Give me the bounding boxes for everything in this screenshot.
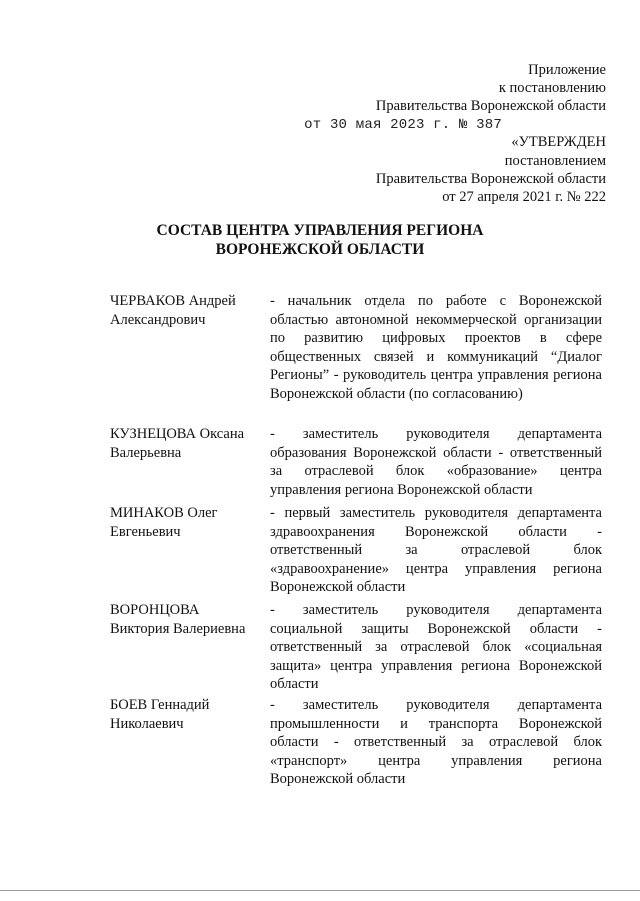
member-patronymic: Александрович [110, 311, 206, 328]
member-name [110, 696, 260, 733]
title-line-1: СОСТАВ ЦЕНТРА УПРАВЛЕНИЯ РЕГИОНА [156, 222, 484, 239]
member-description: - заместитель руководителя департамента образования Воронежской области - ответственный за отраслевой блок «образование» центра управления региона Воронежской области [270, 426, 602, 498]
member-patronymic: Николаевич [110, 715, 184, 732]
member-surname: БОЕВ Геннадий [110, 697, 210, 713]
header-approved: «УТВЕРЖДЕН [511, 134, 606, 150]
member-surname: КУЗНЕЦОВА Оксана [110, 426, 245, 442]
member-patronymic: Валерьевна [110, 444, 182, 461]
title-line-2: ВОРОНЕЖСКОЙ ОБЛАСТИ [215, 241, 425, 258]
member-surname: ВОРОНЦОВА [110, 602, 200, 618]
member-entry [110, 504, 602, 596]
member-surname: ЧЕРВАКОВ Андрей [110, 293, 236, 309]
document-title [0, 221, 640, 259]
header-appendix: Приложение [528, 62, 606, 78]
member-patronymic: Евгеньевич [110, 523, 181, 540]
member-entry [110, 601, 602, 693]
member-entry [110, 696, 602, 788]
member-description: - заместитель руководителя департамента социальной защиты Воронежской области - ответственный за отраслевой блок «социальная защита» центра управления региона Воронежской области [270, 602, 602, 693]
member-patronymic: Виктория Валериевна [110, 620, 246, 637]
member-name [110, 292, 260, 329]
header-by-resolution: постановлением [504, 153, 606, 169]
member-surname: МИНАКОВ Олег [110, 505, 218, 521]
member-entry [110, 425, 602, 500]
member-description: - начальник отдела по работе с Воронежской областью автономной некоммерческой организации по развитию цифровых проектов в сфере общественных связей и коммуникаций “Диалог Регионы” - руководитель центра управления региона Воронежской области (по согласованию) [270, 293, 602, 402]
member-entry [110, 292, 602, 417]
header-government: Правительства Воронежской области [375, 98, 606, 114]
header-date-stamp: от 30 мая 2023 г. № 387 [304, 117, 502, 133]
member-description: - первый заместитель руководителя департамента здравоохранения Воронежской области - ответственный за отраслевой блок «здравоохранение» центра управления региона Воронежской области [270, 505, 602, 596]
member-description: - заместитель руководителя департамента промышленности и транспорта Воронежской области - ответственный за отраслевой блок «транспорт» центра управления региона Воронежской области [270, 697, 602, 788]
member-name [110, 425, 260, 462]
header-government-2: Правительства Воронежской области [375, 171, 606, 187]
member-name [110, 601, 260, 638]
header-original-date: от 27 апреля 2021 г. № 222 [442, 189, 606, 205]
header-to-resolution: к постановлению [498, 80, 606, 96]
scan-bottom-edge [0, 890, 640, 891]
member-name [110, 504, 260, 541]
